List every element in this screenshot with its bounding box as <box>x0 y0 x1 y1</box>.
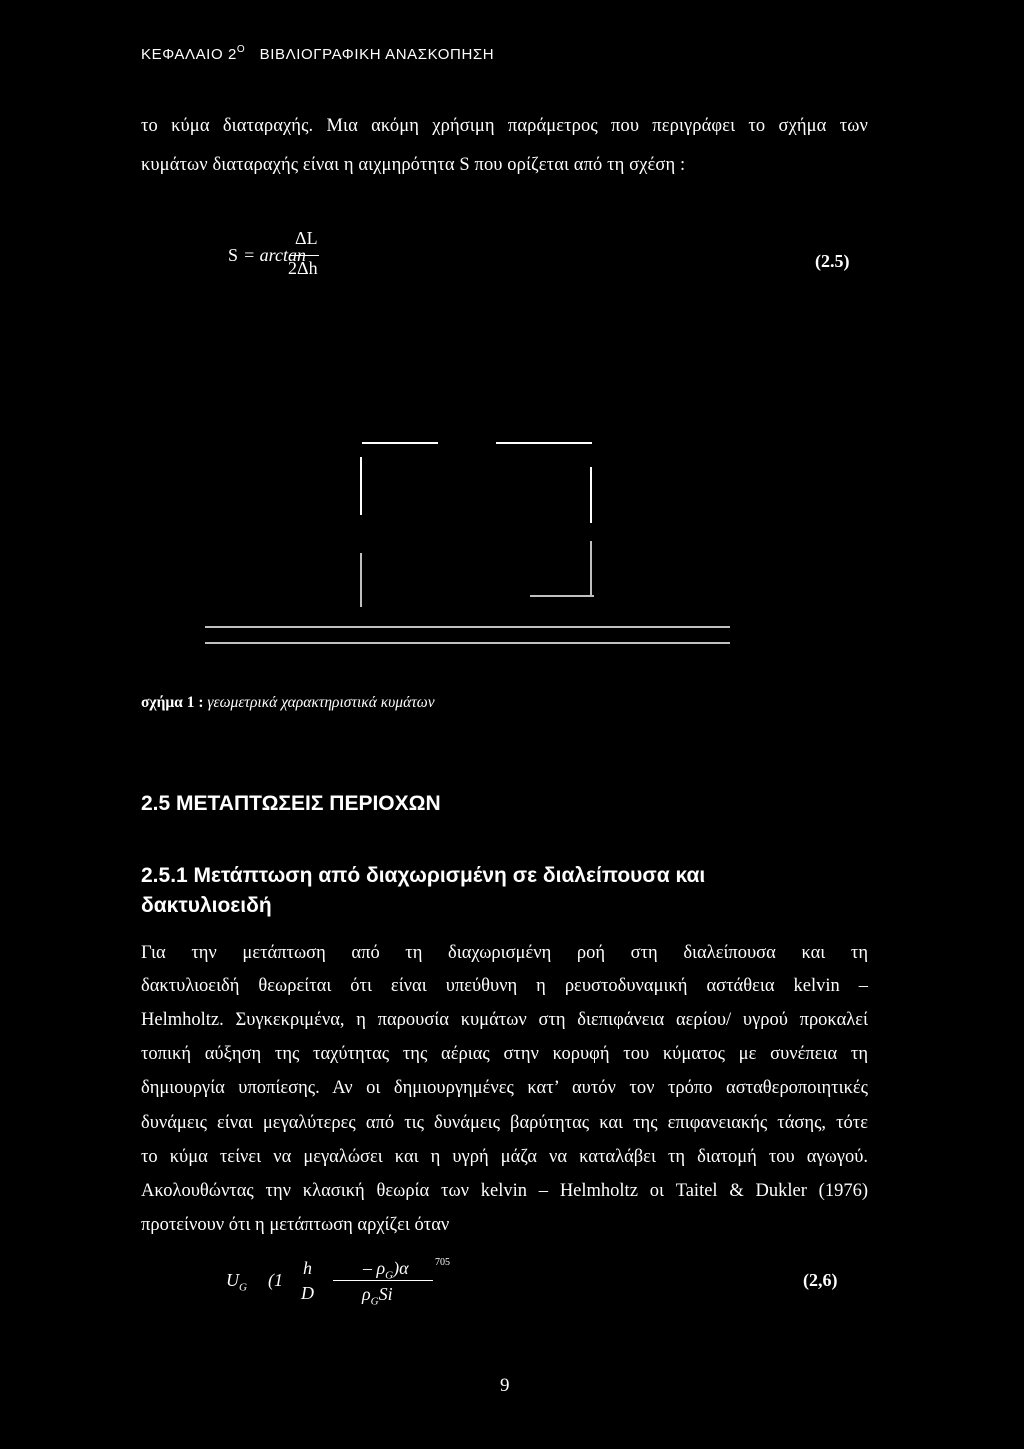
eq1-denominator: 2Δh <box>288 258 318 278</box>
body-line: δημιουργία υποπίεσης. Αν οι δημιουργημένες κατ’ αυτόν τον τρόπο ασταθεροποιητικές <box>141 1078 868 1098</box>
body-line: δυνάμεις είναι μεγαλύτερες από τις δυνάμεις βαρύτητας και της επιφανειακής τάσης, τότε <box>141 1113 868 1133</box>
section-heading: 2.5 ΜΕΤΑΠΤΩΣΕΙΣ ΠΕΡΙΟΧΩΝ <box>141 792 441 815</box>
eq1-lhs: S <box>228 245 239 265</box>
body-line: το κύμα τείνει να μεγαλώσει και η υγρή μάζα να καταλάβει τη διατομή του αγωγού. <box>141 1147 868 1167</box>
subsection-heading <box>141 861 705 921</box>
body-line: Για την μετάπτωση από τη διαχωρισμένη ροή στη διαλείπουσα και τη <box>141 943 868 963</box>
eq2-D: D <box>301 1283 314 1303</box>
body-line: Ακολουθώντας την κλασική θεωρία των kelvin – Helmholtz οι Taitel & Dukler (1976) <box>141 1181 868 1201</box>
chapter-superscript: Ο <box>236 44 246 55</box>
header-title: ΒΙΒΛΙΟΓΡΑΦΙΚΗ ΑΝΑΣΚΟΠΗΣΗ <box>259 46 495 63</box>
body-line: προτείνουν ότι η μετάπτωση αρχίζει όταν <box>141 1215 450 1235</box>
body-line: τοπική αύξηση της ταχύτητας της αέριας στην κορυφή του κύματος με συνέπεια τη <box>141 1044 868 1064</box>
eq2-fraction-bar <box>333 1280 433 1281</box>
subsection-heading-line-2: δακτυλιοειδή <box>141 894 272 917</box>
subsection-heading-line-1: 2.5.1 Μετάπτωση από διαχωρισμένη σε διαλείπουσα και <box>141 864 706 887</box>
running-header <box>141 44 494 63</box>
eq2-paren: (1 <box>268 1270 283 1290</box>
eq2-u: $U_G$ <box>226 1270 247 1294</box>
wave-geometry-figure <box>200 435 740 655</box>
chapter-label: ΚΕΦΑΛΑΙΟ 2 <box>141 46 237 63</box>
caption-text: γεωμετρικά χαρακτηριστικά κυμάτων <box>207 694 435 711</box>
figure-caption <box>141 694 435 712</box>
eq2-denominator: $\rho_GSi$ <box>362 1284 393 1308</box>
eq1-number: (2.5) <box>815 251 850 271</box>
caption-label: σχήμα 1 : <box>141 694 204 711</box>
eq2-exponent: 705 <box>435 1257 450 1268</box>
eq2-h: h <box>303 1258 312 1278</box>
eq1-numerator: ΔL <box>295 228 318 248</box>
body-line: Helmholtz. Συγκεκριμένα, η παρουσία κυμάτων στη διεπιφάνεια αερίου/ υγρού προκαλεί <box>141 1010 868 1030</box>
eq1-arctan: = arctan <box>243 245 306 265</box>
page-number: 9 <box>500 1375 510 1396</box>
intro-line-2: κυμάτων διαταραχής είναι η αιχμηρότητα S που ορίζεται από τη σχέση : <box>141 155 686 175</box>
eq2-number: (2,6) <box>803 1270 838 1290</box>
body-line: δακτυλιοειδή θεωρείται ότι είναι υπεύθυνη η ρευστοδυναμική αστάθεια kelvin – <box>141 976 868 996</box>
eq2-numerator: – $\rho_G)\alpha$ <box>363 1258 409 1282</box>
intro-line-1: το κύμα διαταραχής. Μια ακόμη χρήσιμη παράμετρος που περιγράφει το σχήμα των <box>141 116 868 136</box>
eq1-fraction-bar <box>289 255 319 256</box>
